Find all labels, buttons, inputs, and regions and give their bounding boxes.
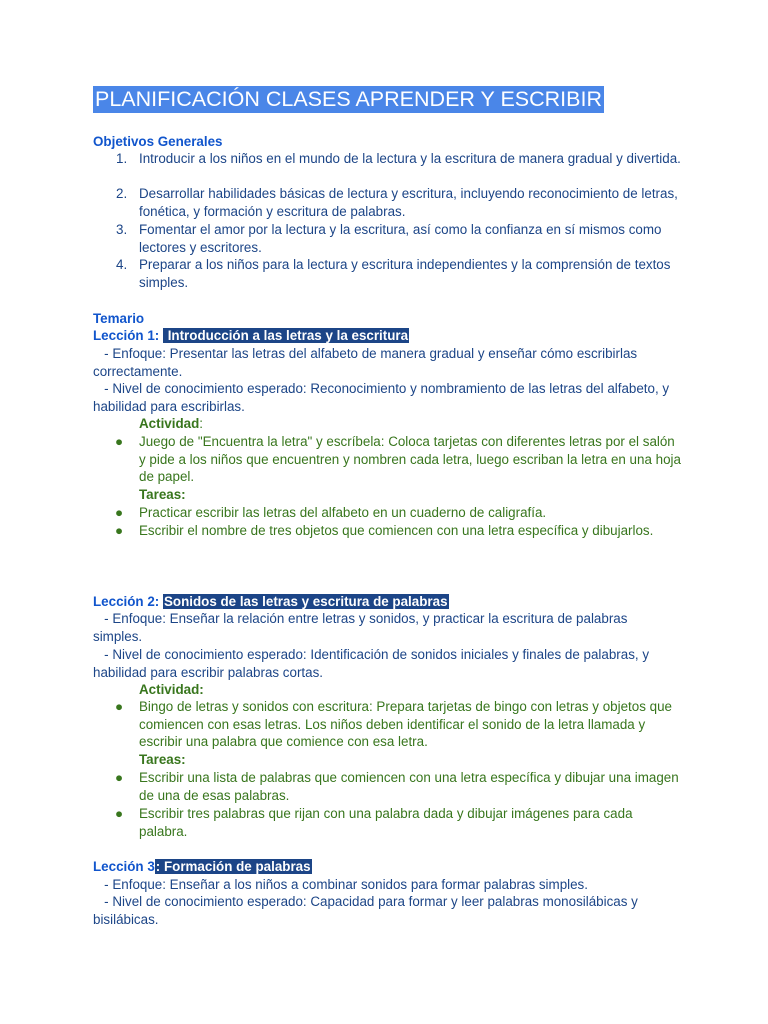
bullet-icon: ● — [115, 434, 124, 449]
leccion-2-actividad-item — [93, 698, 683, 751]
leccion-label: Lección 2: — [93, 594, 163, 609]
actividad-colon: : — [199, 416, 204, 431]
leccion-1-heading — [93, 327, 409, 345]
leccion-label: Lección 3 — [93, 859, 155, 874]
objetivo-number: 3. — [116, 222, 128, 237]
objetivo-text: Introducir a los niños en el mundo de la lectura y la escritura de manera gradual y divertida. — [139, 151, 681, 166]
objetivo-number: 2. — [116, 186, 128, 201]
objetivo-item-3 — [93, 221, 683, 256]
leccion-3-enfoque: - Enfoque: Enseñar a los niños a combinar sonidos para formar palabras simples. — [93, 877, 588, 892]
objetivo-item-2 — [93, 185, 683, 220]
leccion-1-tarea-item-1 — [93, 504, 683, 522]
leccion-2-nivel: - Nivel de conocimiento esperado: Identificación de sonidos iniciales y finales de palabras, y habilidad para escribir palabras cortas. — [93, 647, 653, 680]
bullet-text: Bingo de letras y sonidos con escritura: Prepara tarjetas de bingo con letras y objetos que comiencen con esas letras. Los niños deben identificar el sonido de la letra llamada y escribir una palabra que comience con esa letra. — [139, 699, 672, 750]
bullet-icon: ● — [115, 523, 124, 538]
objetivo-item-1 — [93, 150, 683, 168]
objetivo-text: Desarrollar habilidades básicas de lectura y escritura, incluyendo reconocimiento de letras, fonética, y formación y escritura de palabras. — [139, 186, 678, 219]
bullet-text: Escribir el nombre de tres objetos que comiencen con una letra específica y dibujarlos. — [139, 523, 654, 538]
leccion-2-heading — [93, 593, 449, 611]
leccion-3-heading — [93, 858, 312, 876]
leccion-1-actividad-label — [139, 415, 203, 433]
leccion-1-actividad-item — [93, 433, 683, 486]
leccion-2-actividad-label: Actividad: — [139, 682, 204, 697]
objetivo-number: 4. — [116, 257, 128, 272]
leccion-label: Lección 1: — [93, 328, 160, 343]
objetivo-text: Fomentar el amor por la lectura y la escritura, así como la confianza en sí mismos como lectores y escritores. — [139, 222, 662, 255]
leccion-3-nivel: - Nivel de conocimiento esperado: Capacidad para formar y leer palabras monosilábicas y bisilábicas. — [93, 894, 642, 927]
actividad-label: Actividad — [139, 416, 200, 431]
leccion-2-tarea-item-2 — [93, 805, 683, 840]
bullet-text: Escribir una lista de palabras que comiencen con una letra específica y dibujar una imagen de una de esas palabras. — [139, 770, 679, 803]
leccion-2-enfoque: - Enfoque: Enseñar la relación entre letras y sonidos, y practicar la escritura de palabras simples. — [93, 611, 632, 644]
document-title: PLANIFICACIÓN CLASES APRENDER Y ESCRIBIR — [95, 87, 602, 111]
leccion-1-enfoque: - Enfoque: Presentar las letras del alfabeto de manera gradual y enseñar cómo escribirlas correctamente. — [93, 346, 641, 379]
bullet-icon: ● — [115, 770, 124, 785]
bullet-icon: ● — [115, 699, 124, 714]
temario-heading: Temario — [93, 311, 145, 326]
leccion-2-tareas-label: Tareas: — [139, 752, 186, 767]
leccion-1-nivel: - Nivel de conocimiento esperado: Reconocimiento y nombramiento de las letras del alfabeto, y habilidad para escribirlas. — [93, 381, 673, 414]
leccion-1-tareas-label: Tareas: — [139, 487, 186, 502]
bullet-text: Practicar escribir las letras del alfabeto en un cuaderno de caligrafía. — [139, 505, 547, 520]
objetivo-text: Preparar a los niños para la lectura y escritura independientes y la comprensión de textos simples. — [139, 257, 671, 290]
bullet-text: Escribir tres palabras que rijan con una palabra dada y dibujar imágenes para cada palabra. — [139, 806, 633, 839]
leccion-title: Sonidos de las letras y escritura de palabras — [163, 594, 448, 609]
bullet-icon: ● — [115, 806, 124, 821]
leccion-2-tarea-item-1 — [93, 769, 683, 804]
objetivo-item-4 — [93, 256, 683, 291]
leccion-title: Introducción a las letras y la escritura — [163, 328, 409, 343]
leccion-1-tarea-item-2 — [93, 522, 683, 540]
leccion-title: : Formación de palabras — [155, 859, 311, 874]
bullet-icon: ● — [115, 505, 124, 520]
bullet-text: Juego de "Encuentra la letra" y escríbela: Coloca tarjetas con diferentes letras por el salón y pide a los niños que encuentren y nombren cada letra, luego escriban la letra en una hoja de papel. — [139, 434, 681, 485]
objetivo-number: 1. — [116, 151, 128, 166]
objetivos-heading: Objetivos Generales — [93, 134, 223, 149]
